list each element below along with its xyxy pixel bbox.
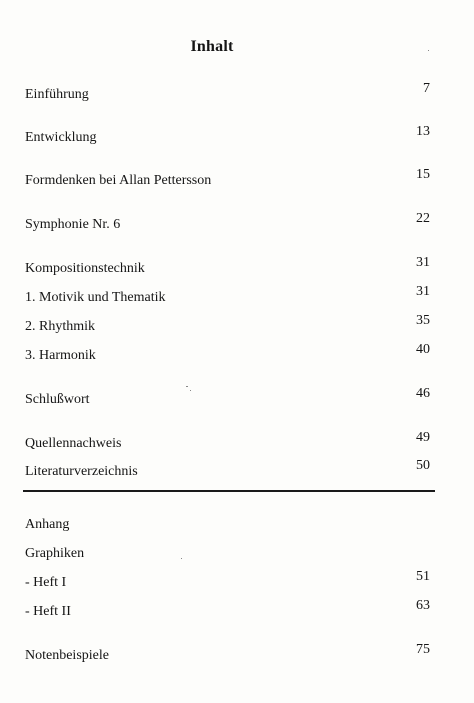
appendix-entry-label: - Heft I bbox=[25, 575, 67, 590]
print-speck bbox=[428, 50, 429, 51]
toc-entry-page: 7 bbox=[423, 81, 430, 96]
toc-entry bbox=[25, 458, 430, 482]
section-divider bbox=[23, 490, 435, 492]
toc-entry bbox=[25, 81, 430, 105]
toc-entry-page: 31 bbox=[416, 284, 430, 299]
toc-entry-page: 49 bbox=[416, 430, 430, 445]
toc-entry-label: Symphonie Nr. 6 bbox=[25, 217, 121, 232]
toc-entry-page: 46 bbox=[416, 386, 430, 401]
toc-entry-label: Formdenken bei Allan Pettersson bbox=[25, 173, 212, 188]
toc-entry-label: Schlußwort bbox=[25, 392, 90, 407]
appendix-entry bbox=[25, 642, 430, 666]
toc-entry-page: 22 bbox=[416, 211, 430, 226]
toc-entry bbox=[25, 430, 430, 454]
appendix-entry-label: Notenbeispiele bbox=[25, 648, 109, 663]
appendix-entry-label: - Heft II bbox=[25, 604, 71, 619]
toc-entry bbox=[25, 211, 430, 235]
toc-entry-page: 31 bbox=[416, 255, 430, 270]
toc-entry-page: 15 bbox=[416, 167, 430, 182]
print-speck bbox=[190, 390, 191, 391]
toc-entry bbox=[25, 313, 430, 337]
print-speck bbox=[181, 558, 182, 559]
appendix-entry-label: Anhang bbox=[25, 517, 70, 532]
page-title: Inhalt bbox=[190, 38, 234, 55]
toc-entry-label: Entwicklung bbox=[25, 130, 97, 145]
toc-entry bbox=[25, 124, 430, 148]
appendix-entry bbox=[25, 544, 430, 564]
toc-entry bbox=[25, 284, 430, 308]
appendix-entry-page: 75 bbox=[416, 642, 430, 657]
appendix-entry-page: 63 bbox=[416, 598, 430, 613]
toc-entry-label: 3. Harmonik bbox=[25, 348, 96, 363]
toc-entry-page: 40 bbox=[416, 342, 430, 357]
appendix-entry bbox=[25, 598, 430, 622]
toc-entry-label: 2. Rhythmik bbox=[25, 319, 96, 334]
toc-entry-page: 13 bbox=[416, 124, 430, 139]
appendix-entry-label: Graphiken bbox=[25, 546, 85, 561]
toc-entry bbox=[25, 386, 430, 410]
toc-entry-page: 35 bbox=[416, 313, 430, 328]
print-speck bbox=[186, 386, 188, 387]
toc-entry-label: Literaturverzeichnis bbox=[25, 464, 138, 479]
toc-entry-page: 50 bbox=[416, 458, 430, 473]
appendix-entry bbox=[25, 569, 430, 593]
toc-entry-label: Quellennachweis bbox=[25, 436, 122, 451]
toc-entry-label: Kompositionstechnik bbox=[25, 261, 145, 276]
appendix-entry bbox=[25, 515, 430, 535]
toc-entry-label: 1. Motivik und Thematik bbox=[25, 290, 166, 305]
toc-entry bbox=[25, 255, 430, 279]
toc-entry-label: Einführung bbox=[25, 87, 89, 102]
appendix-entry-page: 51 bbox=[416, 569, 430, 584]
toc-entry bbox=[25, 167, 430, 191]
toc-entry bbox=[25, 342, 430, 366]
